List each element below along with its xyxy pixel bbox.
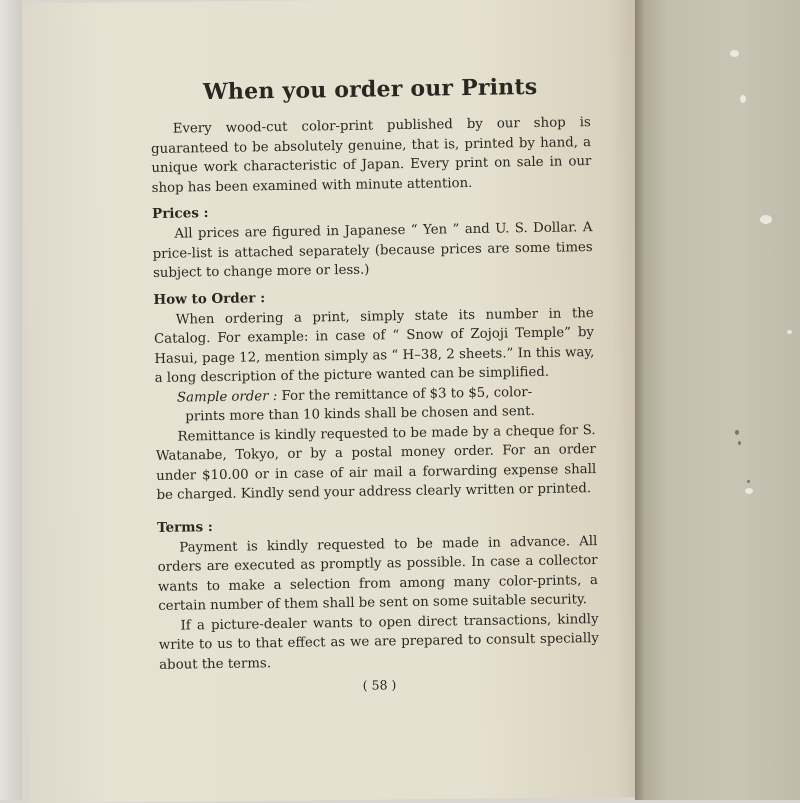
paper-speck (740, 95, 746, 103)
book-cover-back (635, 0, 800, 800)
how-to-order-paragraph: When ordering a print, simply state its number in the Catalog. For example: in case of “ Snow of Zojoji Temple” by Hasui, page 12, mention simply as “ H–38, 2 sheets.” In this way, a long description of the picture wanted can be simplified. (153, 305, 595, 386)
sample-order-text: For the remittance of $3 to $5, color- (281, 384, 533, 404)
sample-order-continued: prints more than 10 kinds shall be chosen and sent. (185, 403, 535, 425)
terms-paragraph: Payment is kindly requested to be made in advance. All orders are executed as promptly as possible. In case a collector wants to make a selection from among many color-prints, a certain number of them shall be sent on some suitable security. (157, 533, 599, 614)
page-number: ( 58 ) (362, 677, 397, 693)
adjacent-page-edge (0, 0, 22, 800)
document-body (150, 73, 600, 696)
paper-speck (747, 480, 750, 483)
paper-speck (745, 488, 753, 494)
paper-speck (735, 430, 739, 435)
prices-heading: Prices : (151, 205, 209, 222)
terms-heading: Terms : (156, 518, 213, 536)
remittance-paragraph: Remittance is kindly requested to be made by a cheque for S. Watanabe, Tokyo, or by a postal money order. For an order under $10.00 or in case of air mail a forwarding expense shall be charged. Kindly send your address clearly written or printed. (155, 422, 597, 503)
dealer-paragraph: If a picture-dealer wants to open direct transactions, kindly write to us to that effect as we are prepared to consult specially about the terms. (158, 611, 599, 673)
sample-order-label: Sample order : (176, 388, 278, 406)
how-to-order-heading: How to Order : (153, 289, 266, 308)
intro-paragraph: Every wood-cut color-print published by our shop is guaranteed to be absolutely genuine, that is, printed by hand, a unique work characteristic of Japan. Every print on sale in our shop has been examined with minute attention. (150, 115, 592, 196)
page-title: When you order our Prints (202, 73, 538, 106)
prices-paragraph: All prices are figured in Japanese “ Yen ” and U. S. Dollar. A price-list is attached separately (because prices are some times subject to change more or less.) (152, 220, 593, 281)
paper-speck (787, 330, 792, 334)
paper-speck (730, 50, 739, 57)
paper-speck (760, 215, 772, 224)
paper-speck (738, 441, 741, 445)
